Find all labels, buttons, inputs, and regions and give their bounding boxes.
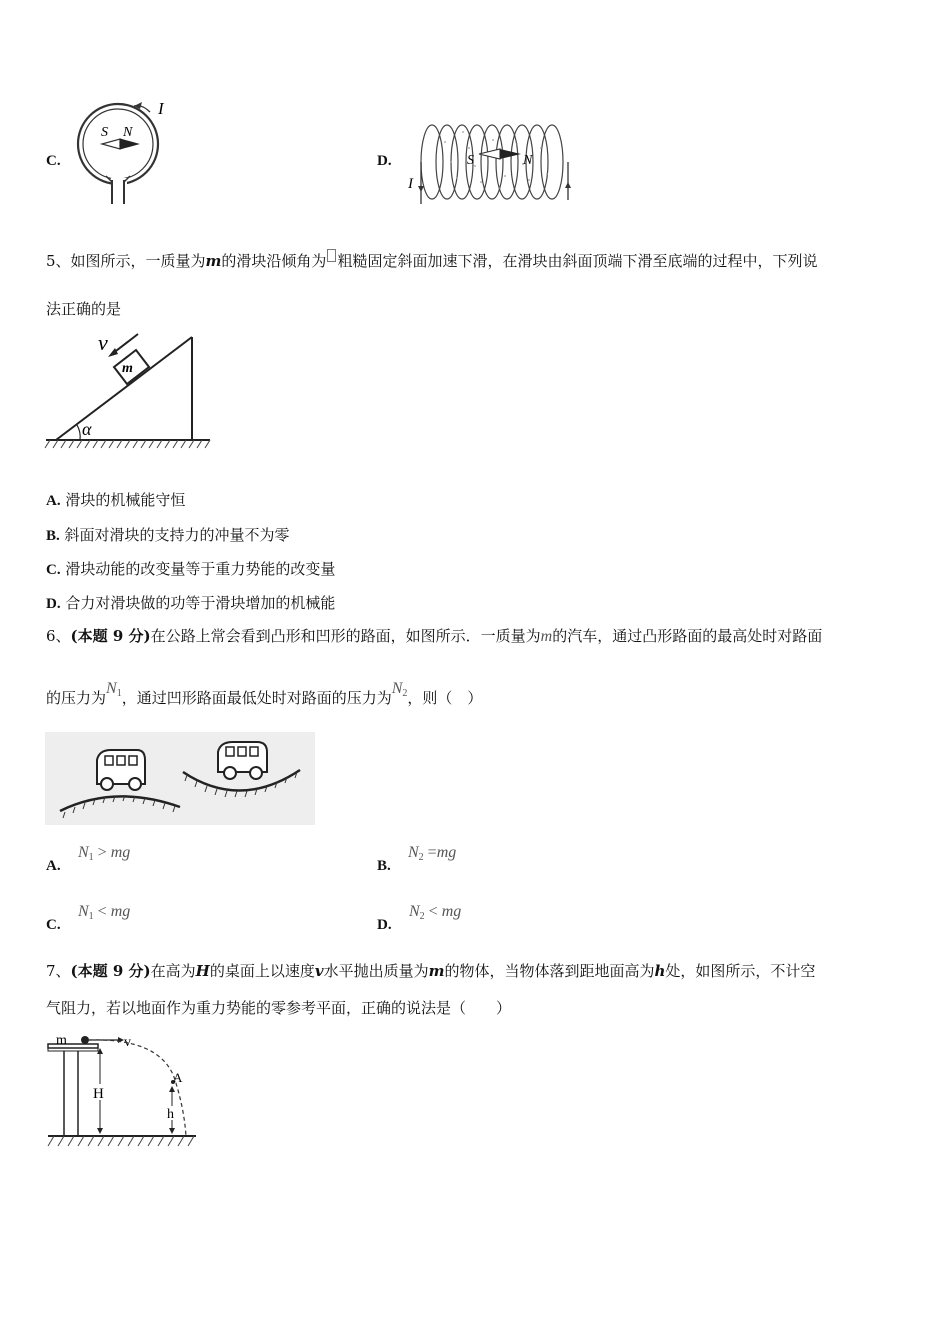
current-out-arrow-icon [565, 182, 571, 188]
q4-fig-c-loop-magnet [72, 98, 172, 208]
q7-velocity-label: v [124, 1035, 131, 1050]
fig-d-s-label: S [467, 153, 474, 168]
slider-mass-label: m [122, 361, 133, 376]
q5-option-d[interactable]: D. 合力对滑块做的功等于滑块增加的机械能 [46, 594, 336, 612]
car-on-convex-road-icon [97, 750, 145, 790]
q7-height-h-label: h [167, 1107, 174, 1122]
fig-d-current-label: I [408, 176, 413, 192]
q6-fig-road-cars [45, 732, 315, 825]
q5-option-c[interactable]: C. 滑块动能的改变量等于重力势能的改变量 [46, 560, 336, 578]
q5-option-b[interactable]: B. 斜面对滑块的支持力的冲量不为零 [46, 526, 290, 544]
q7-mass-label: m [56, 1033, 67, 1048]
q5-option-a[interactable]: A. 滑块的机械能守恒 [46, 491, 186, 509]
fig-c-n-label: N [123, 125, 133, 140]
compass-needle-n-icon [120, 139, 138, 149]
fig-c-current-label: I [158, 99, 164, 118]
solenoid-coils [421, 125, 563, 199]
q7-point-A-label: A [173, 1070, 183, 1085]
q4-option-d-label: D. [377, 153, 392, 169]
q6-stem-line1: 6、(本题 9 分)在公路上常会看到凸形和凹形的路面，如图所示．一质量为m的汽车，通过凸形路面的最高处时对路面 [46, 627, 823, 645]
q4-fig-d-solenoid-magnet [405, 118, 585, 210]
q7-stem-line1: 7、(本题 9 分)在高为H的桌面上以速度v水平抛出质量为m的物体，当物体落到距地面高为h处，如图所示，不计空 [46, 962, 816, 980]
q5-stem-line2: 法正确的是 [46, 300, 122, 318]
fig-d-n-label: N [523, 153, 533, 168]
incline-surface [56, 337, 192, 440]
missing-glyph-box [327, 249, 336, 262]
q5-fig-incline [44, 330, 216, 452]
compass-needle-s-icon [102, 139, 120, 149]
q7-fig-projectile [44, 1032, 204, 1152]
q4-option-c-label: C. [46, 153, 61, 169]
fig-c-s-label: S [101, 125, 108, 140]
incline-angle-label: α [82, 419, 92, 439]
q6-stem-line2: 的压力为$N_1$，通过凹形路面最低处时对路面的压力为$N_2$，则（ ） [46, 680, 483, 707]
velocity-label: v [98, 330, 108, 355]
compass-needle-s-icon [479, 149, 500, 159]
current-in-arrow-icon [418, 186, 424, 192]
q7-height-H-label: H [93, 1086, 104, 1102]
q5-stem-line1: 5、如图所示，一质量为m的滑块沿倾角为 粗糙固定斜面加速下滑，在滑块由斜面顶端下滑至底端的过程中，下列说 [46, 249, 817, 271]
q7-stem-line2: 气阻力，若以地面作为重力势能的零参考平面，正确的说法是（ ） [46, 999, 512, 1017]
projectile-ball-icon [81, 1036, 89, 1044]
photo-background [45, 732, 315, 825]
